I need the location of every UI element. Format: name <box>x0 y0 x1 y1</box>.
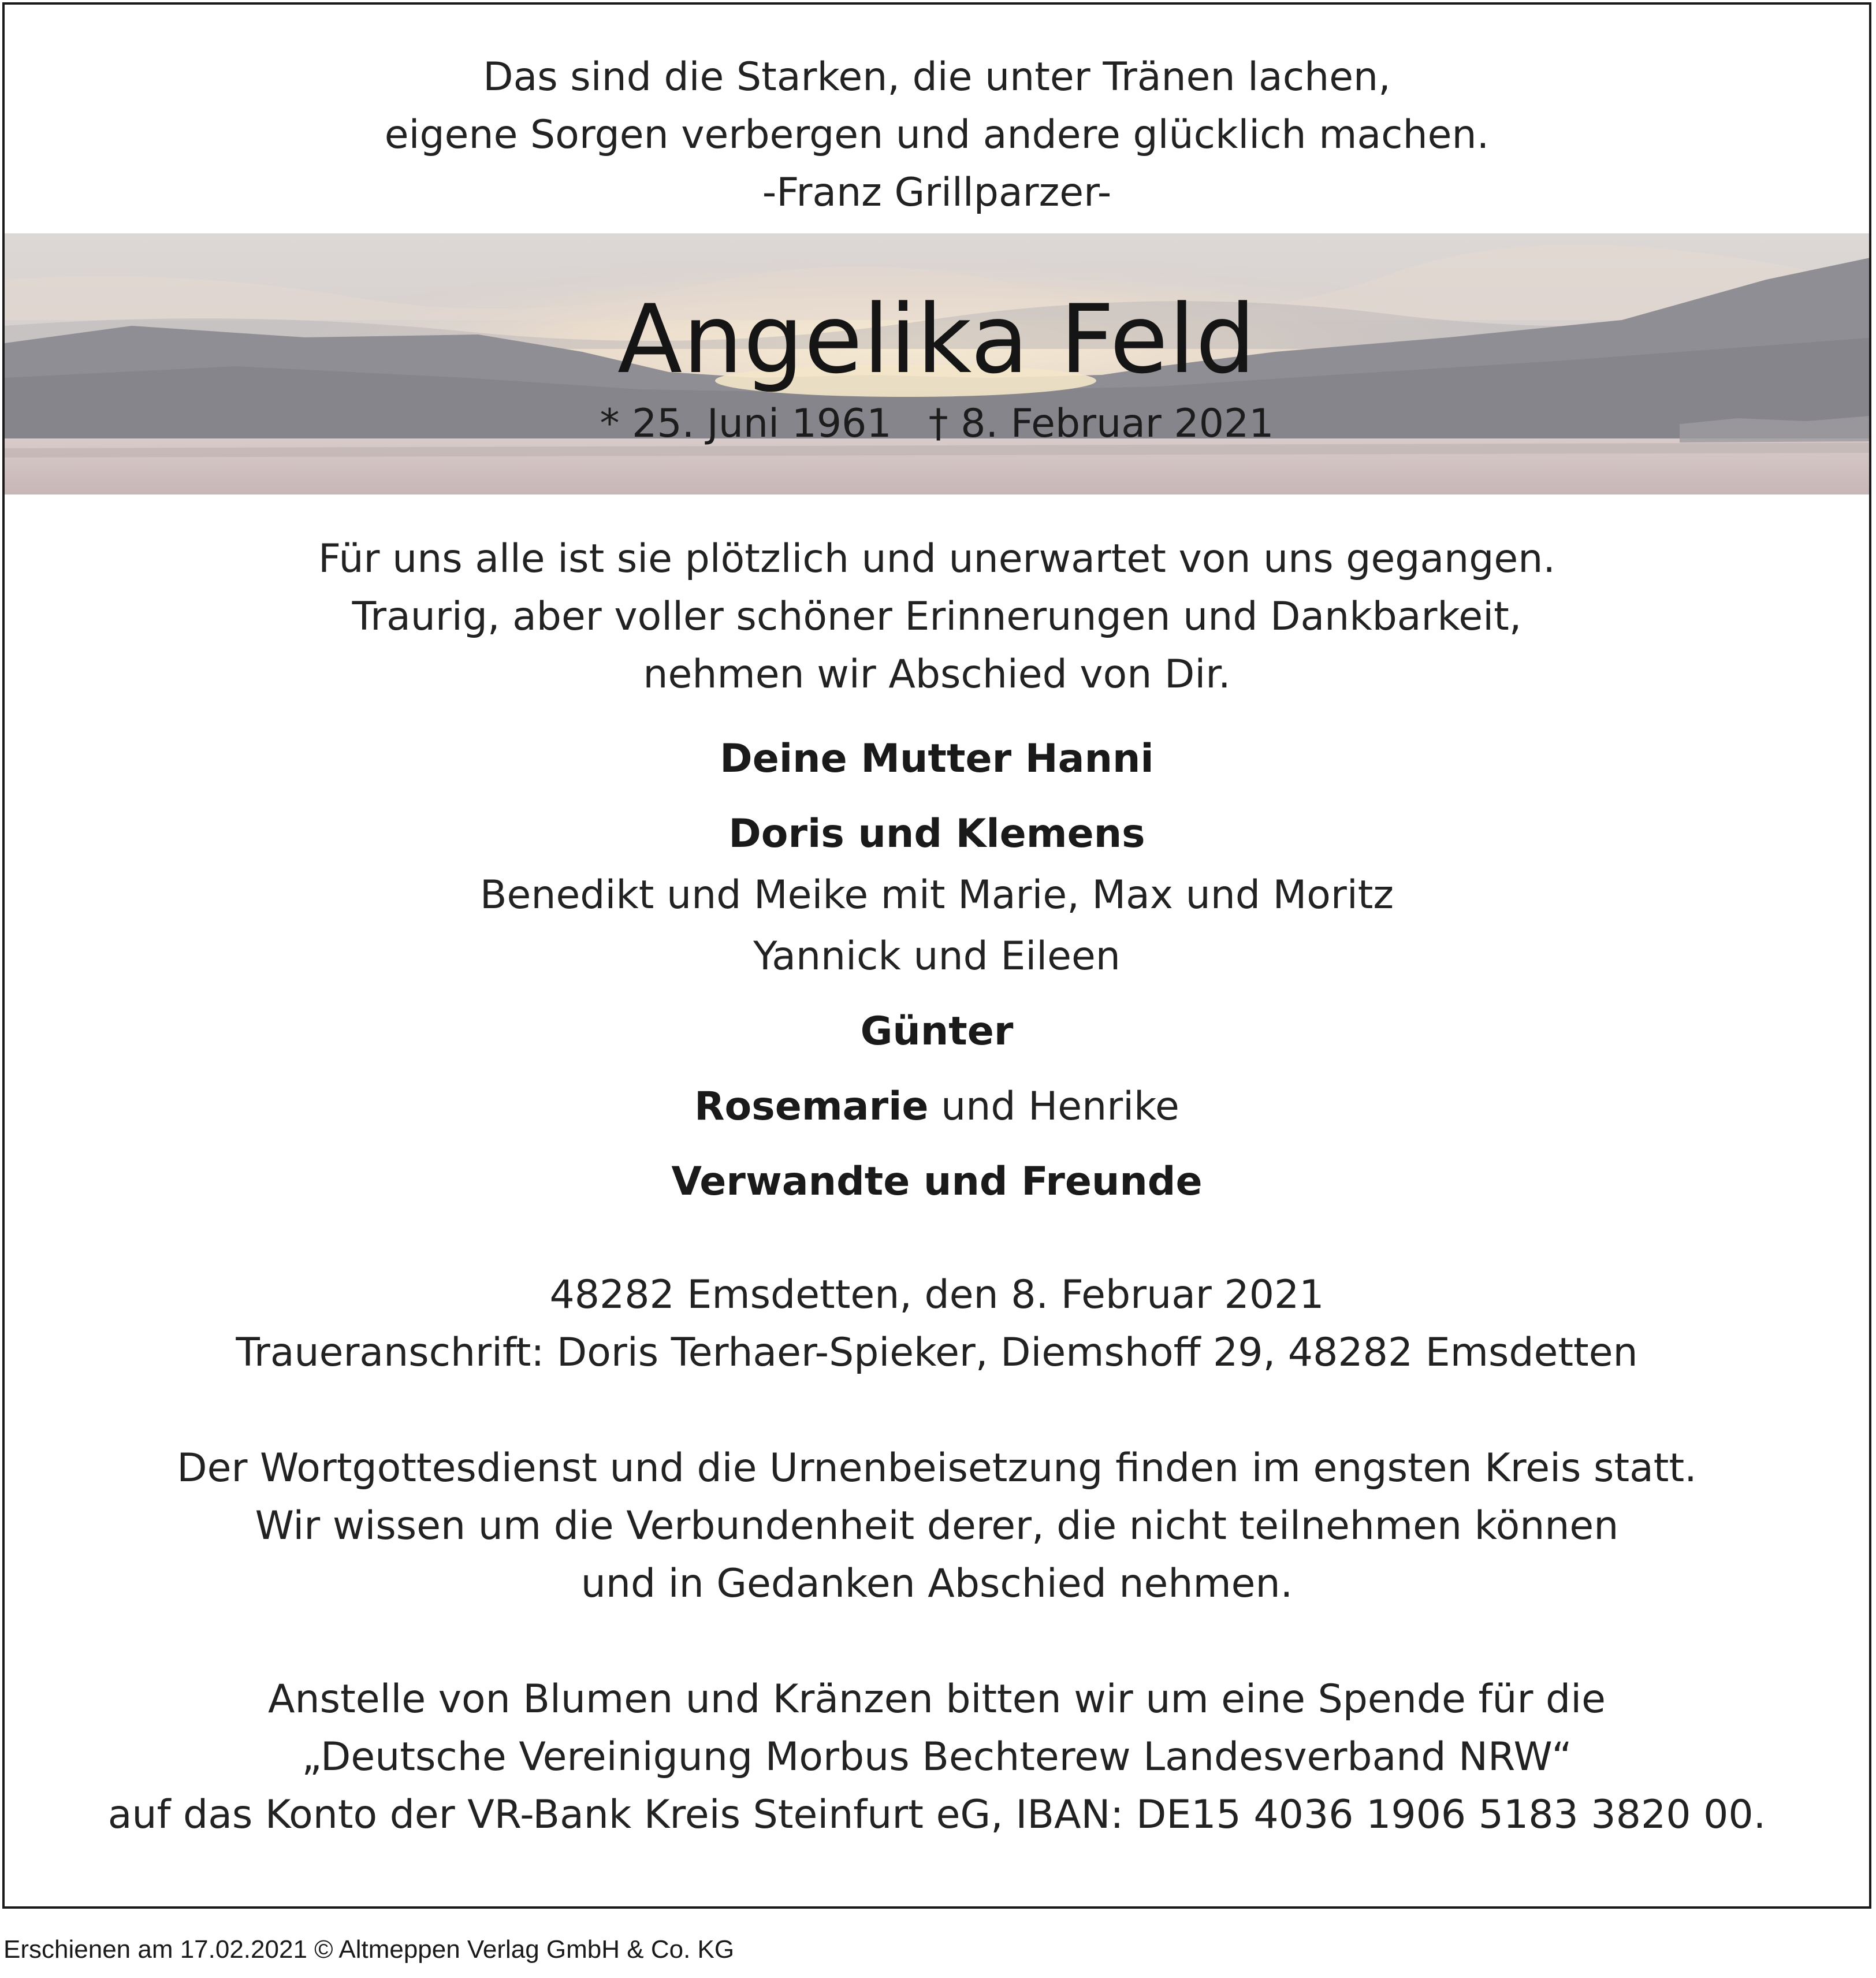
life-dates <box>5 401 1869 447</box>
mourner-mother: Deine Mutter Hanni <box>720 736 1154 782</box>
publication-footer: Erschienen am 17.02.2021 © Altmeppen Verlag GmbH & Co. KG <box>3 1935 735 1964</box>
landscape-banner <box>5 233 1869 494</box>
mourner-guenter: Günter <box>860 1009 1014 1054</box>
mourner-relatives: Verwandte und Freunde <box>671 1159 1203 1204</box>
quote-author: -Franz Grillparzer- <box>762 170 1112 215</box>
message-line-2: Traurig, aber voller schöner Erinnerungen und Dankbarkeit, <box>352 594 1522 639</box>
mourner-rosemarie-henrike <box>5 1084 1869 1129</box>
service-line-2: Wir wissen um die Verbundenheit derer, die nicht teilnehmen können <box>255 1503 1619 1549</box>
donation-line-2: „Deutsche Vereinigung Morbus Bechterew Landesverband NRW“ <box>302 1734 1572 1780</box>
mourner-family-line-1: Benedikt und Meike mit Marie, Max und Moritz <box>479 872 1394 918</box>
mourner-doris-klemens: Doris und Klemens <box>728 811 1145 857</box>
mourning-address: Traueranschrift: Doris Terhaer-Spieker, Diemshoff 29, 48282 Emsdetten <box>236 1330 1638 1375</box>
donation-line-3: auf das Konto der VR-Bank Kreis Steinfurt eG, IBAN: DE15 4036 1906 5183 3820 00. <box>107 1792 1766 1838</box>
service-line-1: Der Wortgottesdienst und die Urnenbeisetzung finden im engsten Kreis statt. <box>177 1445 1697 1491</box>
deceased-name: Angelika Feld <box>617 284 1256 395</box>
mourner-rosemarie: Rosemarie <box>694 1084 929 1129</box>
death-date: † 8. Februar 2021 <box>928 401 1274 447</box>
donation-line-1: Anstelle von Blumen und Kränzen bitten wir um eine Spende für die <box>268 1676 1606 1722</box>
quote-line-1: Das sind die Starken, die unter Tränen lachen, <box>483 54 1391 100</box>
message-line-1: Für uns alle ist sie plötzlich und unerwartet von uns gegangen. <box>318 536 1555 582</box>
place-date: 48282 Emsdetten, den 8. Februar 2021 <box>549 1272 1324 1318</box>
birth-date: * 25. Juni 1961 <box>600 401 892 447</box>
service-line-3: und in Gedanken Abschied nehmen. <box>580 1561 1293 1607</box>
quote-line-2: eigene Sorgen verbergen und andere glücklich machen. <box>384 112 1490 158</box>
mourner-henrike: und Henrike <box>928 1084 1179 1129</box>
message-line-3: nehmen wir Abschied von Dir. <box>643 652 1231 697</box>
mourner-family-line-2: Yannick und Eileen <box>753 934 1121 979</box>
obituary-frame <box>2 2 1871 1909</box>
